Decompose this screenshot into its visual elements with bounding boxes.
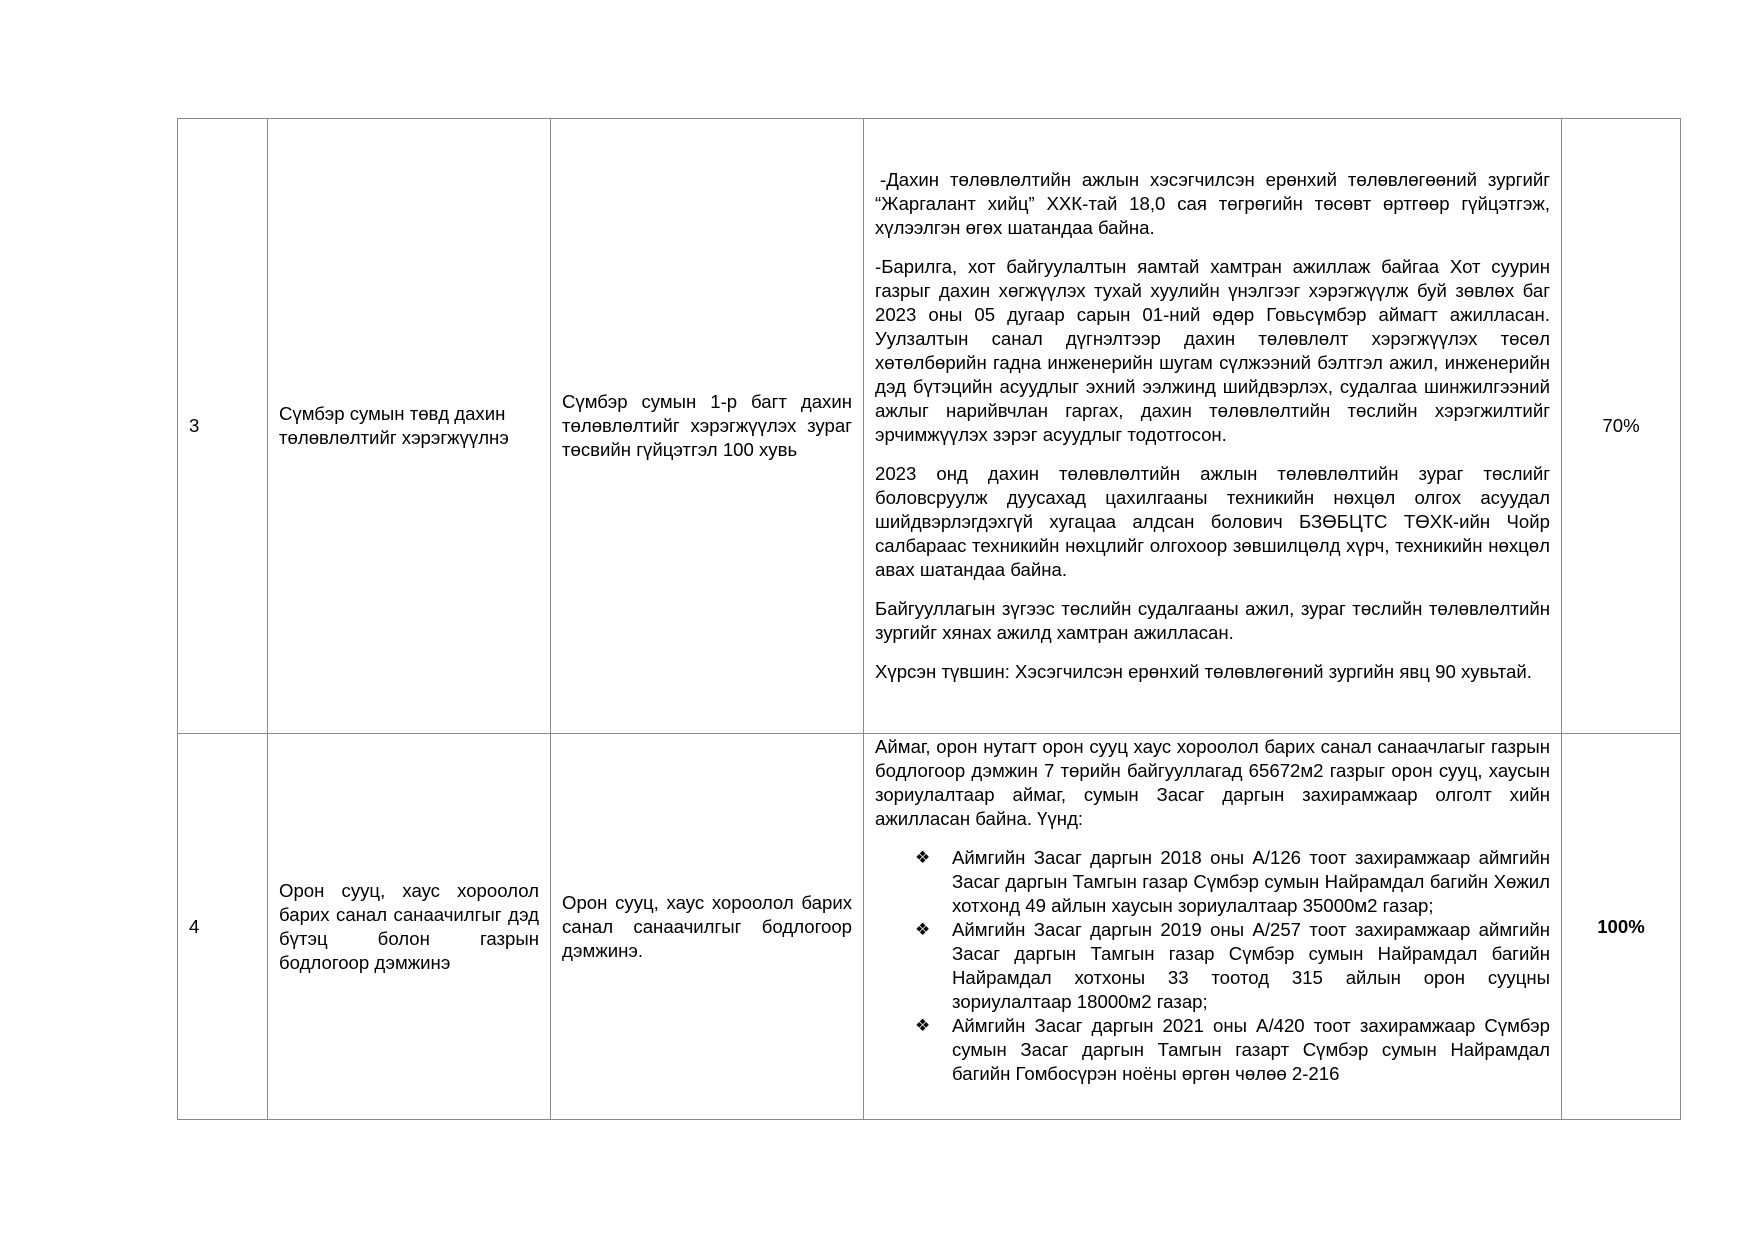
row-number: 4 [178,734,268,1120]
list-item-text: Аймгийн Засаг даргын 2021 оны А/420 тоот захирамжаар Сүмбэр сумын Засаг даргын Тамгын газарт Сүмбэр сумын Найрамдал багийн Гомбосүрэн ноёны өргөн чөлөө 2-216 [952,1015,1550,1084]
allocation-list [875,846,1550,1086]
indicator-cell: Орон сууц, хаус хороолол барих санал санаачилгыг бодлогоор дэмжинэ. [551,734,864,1120]
list-item-text: Аймгийн Засаг даргын 2019 оны А/257 тоот захирамжаар аймгийн Засаг даргын Тамгын газар Сүмбэр сумын Найрамдал багийн Найрамдал хотхоны 33 тоотод 315 айлын орон сууцны зориулалтаар 18000м2 газар; [952,919,1550,1012]
diamond-bullet-icon: ❖ [915,848,931,868]
progress-details-cell [864,734,1562,1120]
table-row [178,734,1681,1120]
goal-cell: Орон сууц, хаус хороолол барих санал санаачилгыг дэд бүтэц болон газрын бодлогоор дэмжинэ [268,734,551,1120]
list-item-text: Аймгийн Засаг даргын 2018 оны А/126 тоот захирамжаар аймгийн Засаг даргын Тамгын газар Сүмбэр сумын Найрамдал багийн Хөжил хотхонд 49 айлын хаусын зориулалтаар 35000м2 газар; [952,847,1550,916]
details-paragraph: Хүрсэн түвшин: Хэсэгчилсэн ерөнхий төлөвлөгөний зургийн явц 90 хувьтай. [875,661,1532,682]
details-paragraph: -Дахин төлөвлөлтийн ажлын хэсэгчилсэн ерөнхий төлөвлөгөөний зургийг “Жаргалант хийц” ХХК-тай 18,0 сая төгрөгийн төсөвт өртгөөр гүйцэтгэж, хүлээлгэн өгөх шатандаа байна. [875,169,1550,238]
list-item [875,918,1550,1014]
details-paragraph: -Барилга, хот байгуулалтын яамтай хамтран ажиллаж байгаа Хот суурин газрыг дахин хөгжүүлэх тухай хуулийн үнэлгээг хэрэгжүүлж буй зөвлөх баг 2023 оны 05 дугаар сарын 01-ний өдөр Говьсүмбэр аймагт ажилласан. Уулзалтын санал дүгнэлтээр дахин төлөвлөлт хэрэгжүүлэх төсөл хөтөлбөрийн гадна инженерийн шугам сүлжээний бэлтгэл ажил, инженерийн дэд бүтэцийн асуудлыг эхний ээлжинд шийдвэрлэх, судалгаа шинжилгээний ажлыг нарийвчлан гаргах, дахин төлөвлөлтийн төслийн хэрэгжилтийг эрчимжүүлэх зэрэг асуудлыг тодотгосон. [875,256,1550,445]
progress-details-cell [864,119,1562,734]
table-row [178,119,1681,734]
diamond-bullet-icon: ❖ [915,1016,931,1036]
completion-percent: 70% [1562,119,1681,734]
list-item [875,846,1550,918]
indicator-cell: Сүмбэр сумын 1-р багт дахин төлөвлөлтийг хэрэгжүүлэх зураг төсвийн гүйцэтгэл 100 хувь [551,119,864,734]
details-paragraph: Аймаг, орон нутагт орон сууц хаус хороолол барих санал санаачлагыг газрын бодлогоор дэмжин 7 төрийн байгууллагад 65672м2 газрыг орон сууц, хаусын зориулалтаар аймаг, сумын Засаг даргын захирамжаар олголт хийн ажилласан байна. Үүнд: [875,736,1550,829]
completion-percent: 100% [1562,734,1681,1120]
diamond-bullet-icon: ❖ [915,920,931,940]
row-number: 3 [178,119,268,734]
report-table [177,118,1681,1120]
goal-cell: Сүмбэр сумын төвд дахин төлөвлөлтийг хэрэгжүүлнэ [268,119,551,734]
details-paragraph: Байгууллагын зүгээс төслийн судалгааны ажил, зураг төслийн төлөвлөлтийн зургийг хянах ажилд хамтран ажилласан. [875,598,1550,643]
details-paragraph: 2023 онд дахин төлөвлөлтийн ажлын төлөвлөлтийн зураг төслийг боловсруулж дуусахад цахилгааны техникийн нөхцөл олгох асуудал шийдвэрлэгдэхгүй хугацаа алдсан болович БЗӨБЦТС ТӨХК-ийн Чойр салбараас техникийн нөхцлийг олгохоор зөвшилцөлд хүрч, техникийн нөхцөл авах шатандаа байна. [875,463,1550,580]
list-item [875,1014,1550,1086]
